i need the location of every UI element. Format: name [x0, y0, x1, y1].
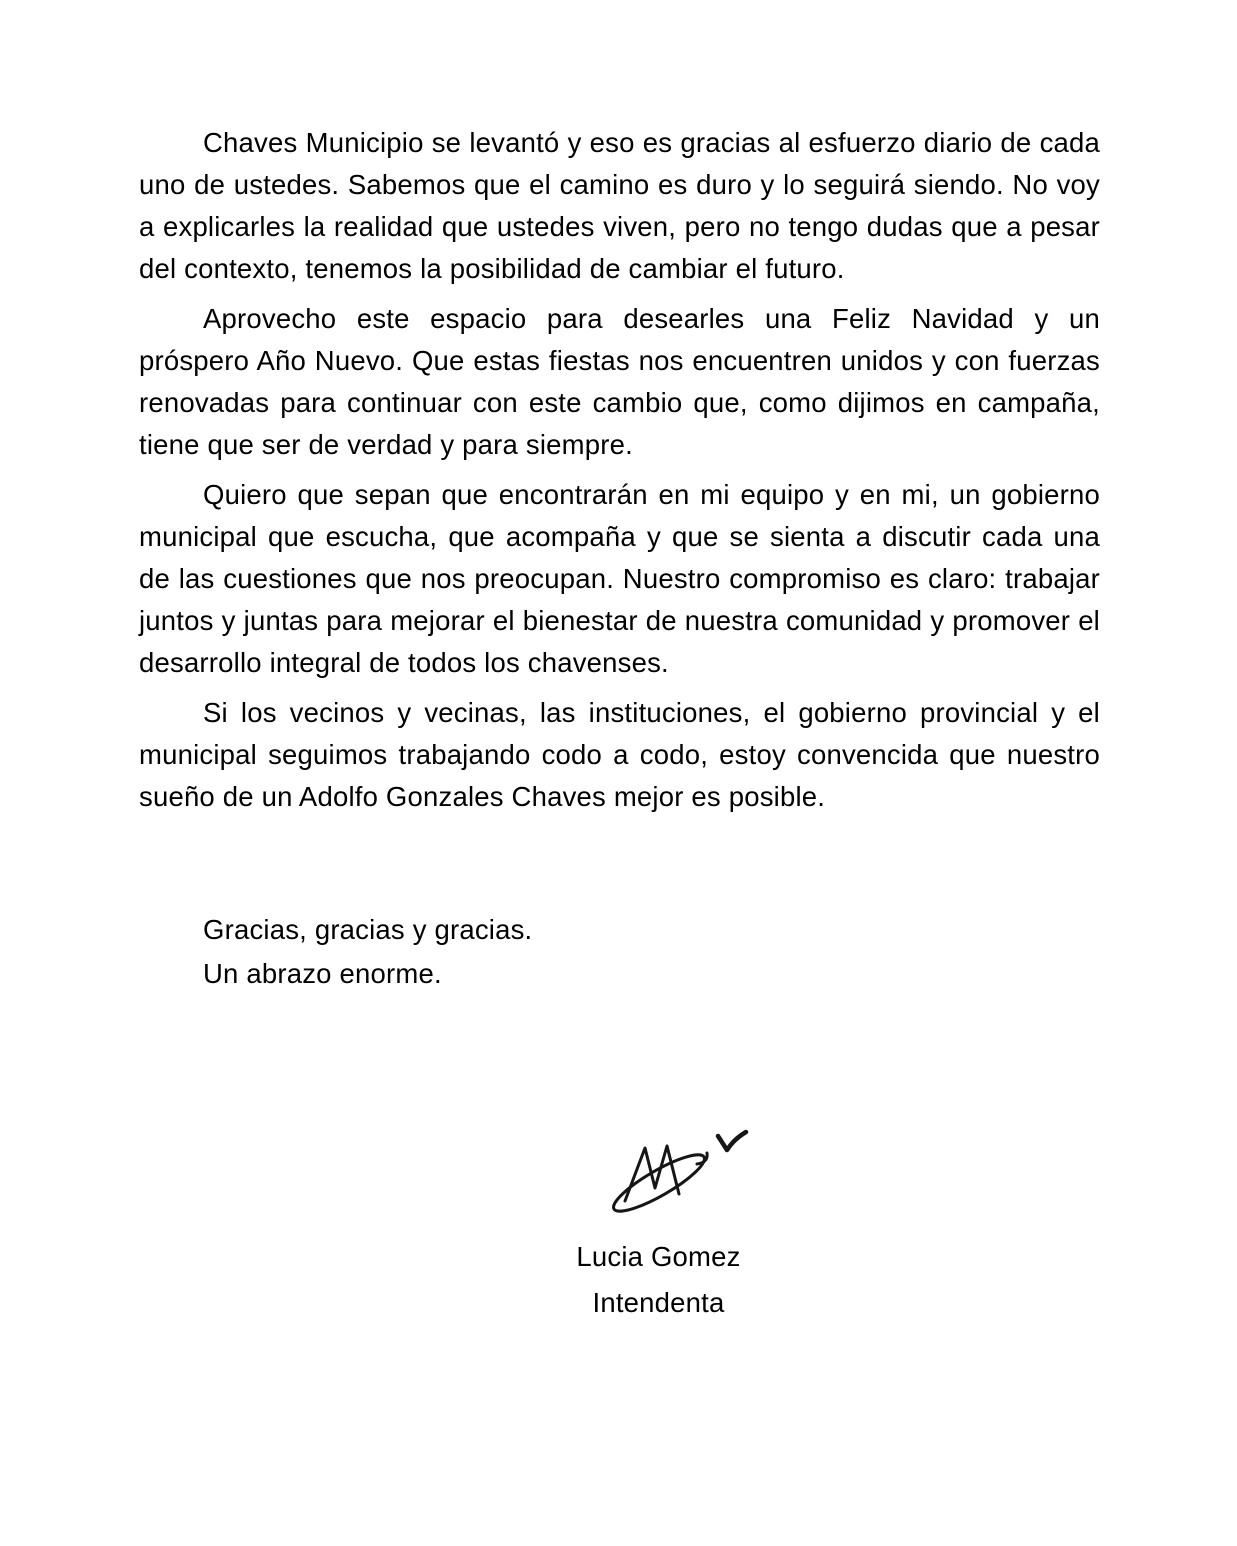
signature-block	[217, 1124, 1100, 1326]
paragraph-2: Aprovecho este espacio para desearles una Feliz Navidad y un próspero Año Nuevo. Que estas fiestas nos encuentren unidos y con fuerzas renovadas para continuar con este cambio que, como dijimos en campaña, tiene que ser de verdad y para siempre.	[139, 303, 1100, 460]
signatory-title: Intendenta	[592, 1287, 725, 1318]
closing-line-thanks: Gracias, gracias y gracias.	[203, 914, 533, 945]
closing-line-hug: Un abrazo enorme.	[203, 958, 442, 989]
paragraph-1: Chaves Municipio se levantó y eso es gracias al esfuerzo diario de cada uno de ustedes. Sabemos que el camino es duro y lo seguirá siendo. No voy a explicarles la realidad que ustedes viven, pero no tengo dudas que a pesar del contexto, tenemos la posibilidad de cambiar el futuro.	[139, 127, 1100, 284]
paragraph-4: Si los vecinos y vecinas, las instituciones, el gobierno provincial y el municipal seguimos trabajando codo a codo, estoy convencida que nuestro sueño de un Adolfo Gonzales Chaves mejor es posible.	[139, 697, 1100, 812]
signatory-name: Lucia Gomez	[576, 1241, 741, 1272]
letter-body	[139, 122, 1100, 1326]
signature-scribble-icon	[600, 1124, 750, 1222]
paragraph-3: Quiero que sepan que encontrarán en mi equipo y en mi, un gobierno municipal que escucha, que acompaña y que se sienta a discutir cada una de las cuestiones que nos preocupan. Nuestro compromiso es claro: trabajar juntos y juntas para mejorar el bienestar de nuestra comunidad y promover el desarrollo integral de todos los chavenses.	[139, 479, 1100, 678]
closing-lines	[139, 908, 1100, 996]
